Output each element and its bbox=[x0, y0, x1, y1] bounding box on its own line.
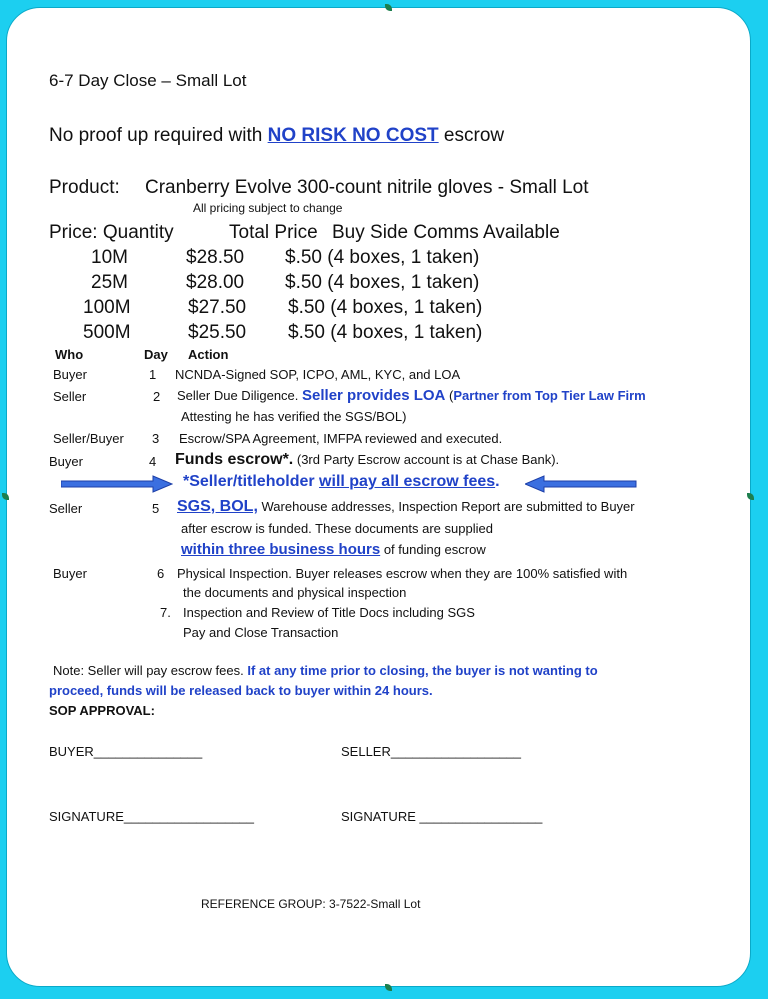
step-day: 4 bbox=[149, 454, 157, 469]
step-day: 1 bbox=[149, 367, 157, 382]
step-action: Physical Inspection. Buyer releases escrow when they are 100% satisfied with bbox=[177, 566, 628, 581]
product-name: Cranberry Evolve 300-count nitrile gloves - Small Lot bbox=[145, 177, 589, 198]
step-action-line2: Pay and Close Transaction bbox=[183, 625, 339, 640]
price-qty: 25M bbox=[91, 272, 128, 293]
leaf-ornament-icon bbox=[385, 4, 392, 11]
step-who: Seller bbox=[53, 389, 87, 404]
step-action-line2: the documents and physical inspection bbox=[183, 585, 407, 600]
steps-header-day: Day bbox=[144, 347, 168, 362]
no-risk-link: NO RISK NO COST bbox=[267, 125, 439, 146]
product-label: Product: bbox=[49, 177, 120, 198]
step-action: Seller Due Diligence. Seller provides LOA (Partner from Top Tier Law Firm bbox=[177, 387, 646, 404]
step-who: Buyer bbox=[49, 454, 83, 469]
price-qty: 10M bbox=[91, 247, 128, 268]
reference-group: REFERENCE GROUP: 3-7522-Small Lot bbox=[201, 897, 421, 911]
document-page bbox=[6, 7, 751, 987]
step-action-line2: after escrow is funded. These documents are supplied bbox=[181, 521, 493, 536]
arrow-right-icon bbox=[61, 475, 173, 493]
seller-provides-loa: Seller provides LOA bbox=[302, 387, 446, 404]
law-firm-note: Partner from Top Tier Law Firm bbox=[453, 388, 646, 403]
step-action: NCNDA-Signed SOP, ICPO, AML, KYC, and LOA bbox=[175, 367, 461, 382]
seller-field: SELLER__________________ bbox=[341, 744, 522, 759]
proof-line: No proof up required with NO RISK NO COST escrow bbox=[49, 125, 505, 146]
leaf-ornament-icon bbox=[2, 493, 9, 500]
step-action: Escrow/SPA Agreement, IMFPA reviewed and executed. bbox=[179, 431, 503, 446]
price-total: $27.50 bbox=[188, 297, 247, 318]
price-header-total: Total Price bbox=[229, 222, 318, 243]
price-total: $28.50 bbox=[186, 247, 245, 268]
sop-approval-label: SOP APPROVAL: bbox=[49, 703, 155, 718]
price-comms: $.50 (4 boxes, 1 taken) bbox=[288, 297, 483, 318]
step-action: Inspection and Review of Title Docs including SGS bbox=[183, 605, 475, 620]
step-who: Seller bbox=[49, 501, 83, 516]
step-action-line3: within three business hours of funding escrow bbox=[181, 541, 486, 558]
price-comms: $.50 (4 boxes, 1 taken) bbox=[288, 322, 483, 343]
price-total: $28.00 bbox=[186, 272, 245, 293]
price-comms: $.50 (4 boxes, 1 taken) bbox=[285, 272, 480, 293]
step-action-line2: Attesting he has verified the SGS/BOL) bbox=[181, 409, 407, 424]
leaf-ornament-icon bbox=[385, 984, 392, 991]
funds-escrow: Funds escrow*. bbox=[175, 451, 294, 468]
step-action: Funds escrow*. (3rd Party Escrow account is at Chase Bank). bbox=[175, 451, 560, 468]
arrow-left-icon bbox=[525, 475, 637, 493]
buyer-field: BUYER_______________ bbox=[49, 744, 203, 759]
sgs-bol-link: SGS, BOL, bbox=[177, 498, 258, 515]
note-line2: proceed, funds will be released back to buyer within 24 hours. bbox=[49, 683, 433, 698]
pricing-note: All pricing subject to change bbox=[193, 201, 343, 215]
step-who: Buyer bbox=[53, 367, 87, 382]
note-line1: Note: Seller will pay escrow fees. If at any time prior to closing, the buyer is not wanting to bbox=[53, 663, 598, 678]
steps-header-who: Who bbox=[55, 347, 84, 362]
fees-banner: *Seller/titleholder will pay all escrow fees. bbox=[183, 473, 500, 490]
signature-right-field: SIGNATURE _________________ bbox=[341, 809, 543, 824]
step-action: SGS, BOL, Warehouse addresses, Inspection Report are submitted to Buyer bbox=[177, 498, 635, 515]
step-who: Buyer bbox=[53, 566, 87, 581]
price-qty: 100M bbox=[83, 297, 131, 318]
step-who: Seller/Buyer bbox=[53, 431, 124, 446]
price-header-quantity: Price: Quantity bbox=[49, 222, 174, 243]
escrow-fees-link: will pay all escrow fees bbox=[319, 473, 496, 490]
doc-title: 6-7 Day Close – Small Lot bbox=[49, 71, 247, 90]
three-hours-link: within three business hours bbox=[181, 541, 381, 558]
price-header-comms: Buy Side Comms Available bbox=[332, 222, 560, 243]
step-day: 7. bbox=[160, 605, 171, 620]
step-day: 3 bbox=[152, 431, 160, 446]
price-comms: $.50 (4 boxes, 1 taken) bbox=[285, 247, 480, 268]
price-qty: 500M bbox=[83, 322, 131, 343]
price-total: $25.50 bbox=[188, 322, 247, 343]
signature-left-field: SIGNATURE__________________ bbox=[49, 809, 255, 824]
leaf-ornament-icon bbox=[747, 493, 754, 500]
step-day: 2 bbox=[153, 389, 161, 404]
step-day: 6 bbox=[157, 566, 165, 581]
steps-header-action: Action bbox=[188, 347, 229, 362]
step-day: 5 bbox=[152, 501, 160, 516]
